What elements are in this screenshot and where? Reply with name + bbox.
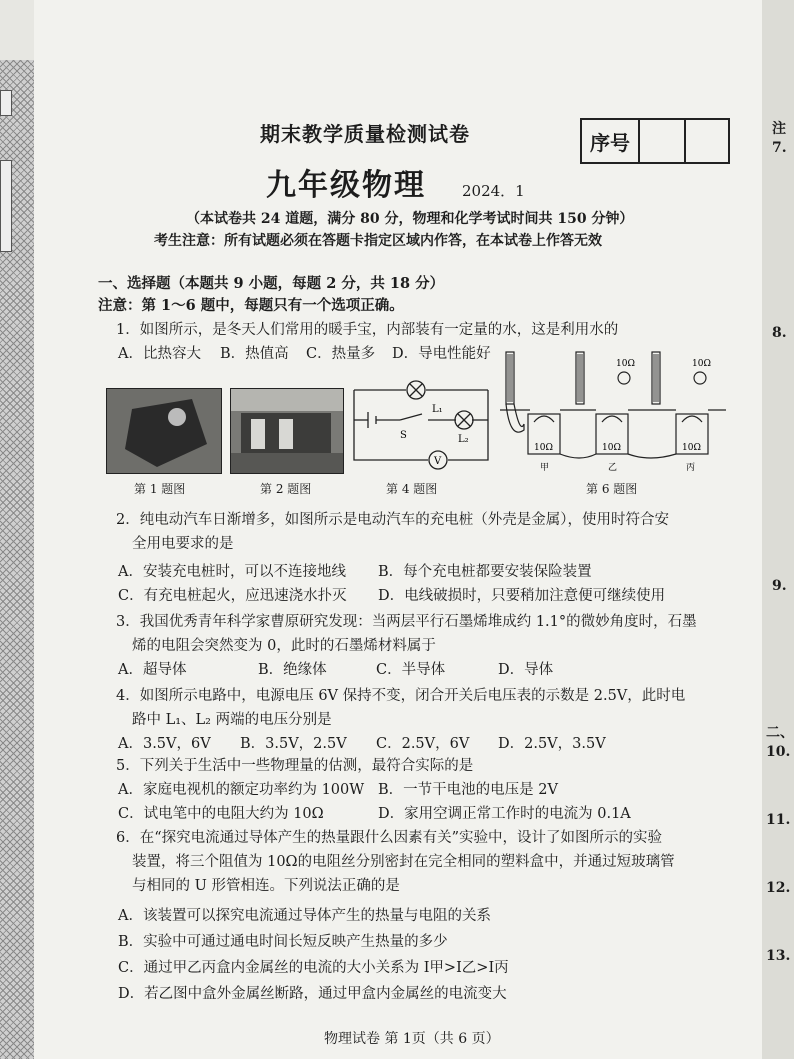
serial-label: 序号 [582,120,640,162]
exam-notice: 考生注意：所有试题必须在答题卡指定区域内作答，在本试卷上作答无效 [154,233,602,249]
q1-option-c: C．热量多 [306,346,376,362]
switch-label: S [400,430,407,441]
page-footer: 物理试卷 第 1页（共 6 页） [324,1031,500,1047]
resistor-label: 10Ω [682,443,701,453]
page-right-edge [762,0,794,1059]
right-edge-number: 10. [766,744,791,760]
question-3-stem: 3．我国优秀青年科学家曹原研究发现：当两层平行石墨烯堆成约 1.1°的微妙角度时，石墨 [116,614,697,630]
right-edge-number: 12. [766,880,791,896]
exam-page [34,0,762,1059]
charging-pile-photo [230,388,344,474]
right-edge-number: 二、 [766,725,794,741]
figure-4-caption: 第 4 题图 [386,482,438,496]
resistor-label: 10Ω [692,359,711,369]
q1-option-a: A．比热容大 [118,346,201,362]
exam-title: 期末教学质量检测试卷 [260,122,470,146]
right-edge-label: 注 [772,121,786,137]
box-jia-label: 甲 [540,463,550,473]
right-edge-number: 9. [772,578,787,594]
u-tube-apparatus [500,350,728,474]
question-6-stem-cont: 与相同的 U 形管相连。下列说法正确的是 [132,878,400,894]
subject-title: 九年级物理 [266,168,426,203]
question-2-stem-cont: 全用电要求的是 [132,536,234,552]
page-left-edge [0,60,34,1059]
exam-info: （本试卷共 24 道题，满分 80 分，物理和化学考试时间共 150 分钟） [186,211,634,227]
q2-option-d: D．电线破损时，只要稍加注意便可继续使用 [378,588,666,604]
q4-option-c: C．2.5V，6V [376,736,470,752]
exam-date: 2024．1 [462,182,525,200]
serial-cell[interactable] [686,120,728,162]
q3-option-b: B．绝缘体 [258,662,327,678]
q6-option-b: B．实验中可通过通电时间长短反映产生热量的多少 [118,934,448,950]
q5-option-d: D．家用空调正常工作时的电流为 0.1A [378,806,631,822]
right-edge-number: 7. [772,140,787,156]
question-6-stem-cont: 装置，将三个阻值为 10Ω的电阻丝分别密封在完全相同的塑料盒中，并通过短玻璃管 [132,854,675,870]
q1-option-b: B．热值高 [220,346,289,362]
q6-option-a: A．该装置可以探究电流通过导体产生的热量与电阻的关系 [118,908,491,924]
resistor-label: 10Ω [534,443,553,453]
q3-option-a: A．超导体 [118,662,187,678]
question-3-stem-cont: 烯的电阻会突然变为 0，此时的石墨烯材料属于 [132,638,436,654]
q5-option-a: A．家庭电视机的额定功率约为 100W [118,782,365,798]
voltmeter-label: V [434,456,442,467]
q6-option-d: D．若乙图中盒外金属丝断路，通过甲盒内金属丝的电流变大 [118,986,507,1002]
figure-6-caption: 第 6 题图 [586,482,638,496]
question-6-stem: 6．在“探究电流通过导体产生的热量跟什么因素有关”实验中，设计了如图所示的实验 [116,830,663,846]
q1-option-d: D．导电性能好 [392,346,491,362]
figure-1-caption: 第 1 题图 [134,482,186,496]
question-5-stem: 5．下列关于生活中一些物理量的估测，最符合实际的是 [116,758,474,774]
resistor-label: 10Ω [602,443,621,453]
q2-option-a: A．安装充电桩时，可以不连接地线 [118,564,346,580]
circuit-diagram [348,376,496,476]
lamp-l1-label: L₁ [432,404,443,415]
serial-cell[interactable] [640,120,686,162]
right-edge-number: 13. [766,948,791,964]
q5-option-c: C．试电笔中的电阻大约为 10Ω [118,806,324,822]
q6-option-c: C．通过甲乙丙盒内金属丝的电流的大小关系为 I甲>I乙>I丙 [118,960,509,976]
q4-option-b: B．3.5V，2.5V [240,736,347,752]
section-note: 注意：第 1～6 题中，每题只有一个选项正确。 [98,297,404,314]
serial-number-box[interactable] [580,118,730,164]
resistor-label: 10Ω [616,359,635,369]
q3-option-d: D．导体 [498,662,554,678]
right-edge-number: 11. [766,812,791,828]
q2-option-c: C．有充电桩起火，应迅速浇水扑灭 [118,588,347,604]
q4-option-a: A．3.5V，6V [118,736,211,752]
q2-option-b: B．每个充电桩都要安装保险装置 [378,564,592,580]
section-heading: 一、选择题（本题共 9 小题，每题 2 分，共 18 分） [98,275,445,292]
question-1-stem: 1．如图所示，是冬天人们常用的暖手宝，内部装有一定量的水，这是利用水的 [116,322,619,338]
question-4-stem: 4．如图所示电路中，电源电压 6V 保持不变，闭合开关后电压表的示数是 2.5V，此时电 [116,688,686,704]
box-yi-label: 乙 [608,463,618,473]
box-bing-label: 丙 [686,463,696,473]
hand-warmer-photo [106,388,222,474]
question-2-stem: 2．纯电动汽车日渐增多，如图所示是电动汽车的充电桩（外壳是金属），使用时符合安 [116,512,669,528]
q3-option-c: C．半导体 [376,662,446,678]
figure-2-caption: 第 2 题图 [260,482,312,496]
q4-option-d: D．2.5V，3.5V [498,736,606,752]
q5-option-b: B．一节干电池的电压是 2V [378,782,558,798]
question-4-stem-cont: 路中 L₁、L₂ 两端的电压分别是 [132,712,332,728]
right-edge-number: 8. [772,325,787,341]
lamp-l2-label: L₂ [458,434,469,445]
